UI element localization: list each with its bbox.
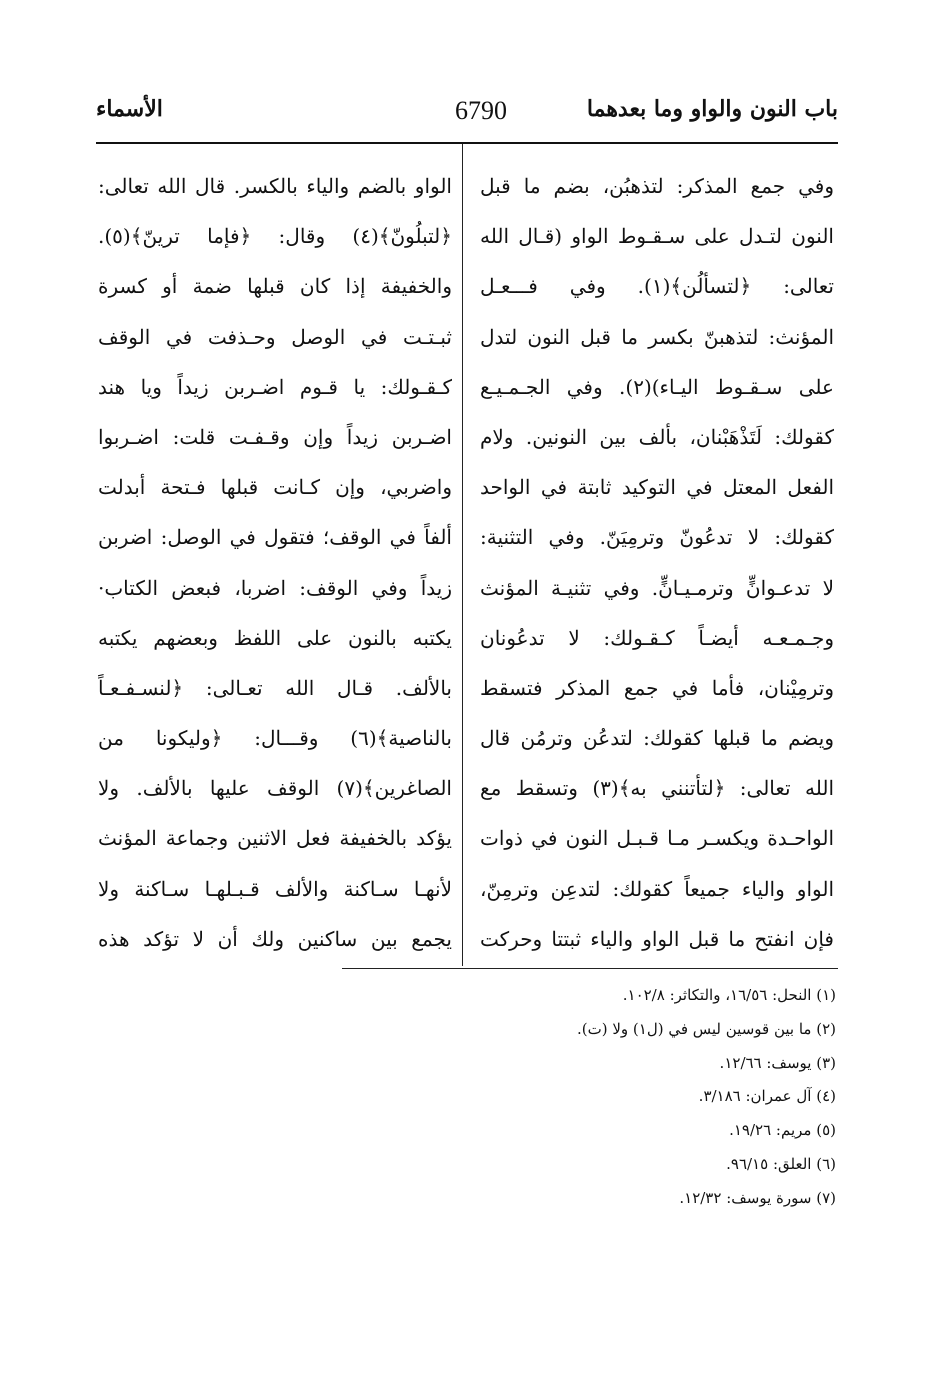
footnotes <box>416 980 836 1217</box>
text-line: يؤكد بالخفيفة فعل الاثنين وجماعة المؤنث <box>98 826 452 851</box>
header-divider <box>96 142 838 144</box>
text-line: كقولك: لا تدعُونّ وترمِيَنّ. وفي التثنية: <box>480 525 834 550</box>
text-line: المؤنث: لتذهبنّ بكسر ما قبل النون لتدل <box>480 324 834 349</box>
footnote: (٤) آل عمران: ٣/١٨٦. <box>698 1087 836 1106</box>
text-line: تعالى: ﴿لتسألُن﴾(١). وفي فـــعـل <box>480 274 834 299</box>
text-line: الصاغرين﴾(٧) الوقف عليها بالألف. ولا <box>98 776 452 801</box>
text-line: كـقـولك: يا قـوم اضـربن زيداً ويا هند <box>98 374 452 399</box>
text-line: الواحـدة ويكسـر مـا قـبـل النون في ذوات <box>480 826 834 851</box>
section-title: الأسماء <box>96 96 163 122</box>
text-line: ويضم ما قبلها كقولك: لتدعُن وترمُن قال <box>480 726 834 751</box>
footnote-divider <box>342 968 838 969</box>
text-line: وترمِيْنان، فأما في جمع المذكر فتسقط <box>480 675 834 700</box>
text-line: بالألف. قـال الله تعـالى: ﴿لنسـفـعـاً <box>98 675 452 700</box>
text-line: ثبـتـت في الوصل وحـذفت في الوقف <box>98 324 452 349</box>
footnote: (٥) مريم: ١٩/٢٦. <box>729 1121 836 1140</box>
text-line: يجمع بين ساكنين ولك أن لا تؤكد هذه <box>98 926 452 951</box>
text-line: لا تدعـوانٍّ وترمـيـانٍّ. وفي تثنيـة المؤنث <box>480 575 834 600</box>
column-divider <box>462 144 463 966</box>
text-line: زيداً وفي الوقف: اضربا، فبعض الكتاب· <box>98 575 452 600</box>
text-line: كقولك: لَتَذْهَبْنان، بألف بين النونين. ولام <box>480 424 834 449</box>
text-line: النون لتـدل على سـقـوط الواو (قـال الله <box>480 224 834 249</box>
text-line: الواو والياء جميعاً كقولك: لتدعِن وترمِنّ، <box>480 876 834 901</box>
text-line: على سـقـوط اليـاء)(٢). وفي الجـمـيـع <box>480 374 834 399</box>
footnote: (١) النحل: ١٦/٥٦، والتكاثر: ١٠٢/٨. <box>622 986 836 1004</box>
page-header <box>96 96 838 136</box>
text-line: وفي جمع المذكر: لتذهبُن، بضم ما قبل <box>480 174 834 198</box>
footnote: (٦) العلق: ٩٦/١٥. <box>726 1154 836 1173</box>
text-line: الفعل المعتل في التوكيد ثابتة في الواحد <box>480 475 834 500</box>
footnote: (٢) ما بين قوسين ليس في (ل١) ولا (ت). <box>576 1019 836 1038</box>
footnote: (٣) يوسف: ١٢/٦٦. <box>719 1053 836 1072</box>
text-line: ﴿لتبلُونّ﴾(٤) وقال: ﴿فإما ترينّ﴾(٥). <box>98 224 452 249</box>
text-line: والخفيفة إذا كان قبلها ضمة أو كسرة <box>98 274 452 299</box>
text-line: لأنهـا سـاكنة والألف قـبـلهـا سـاكنة ولا <box>98 876 452 901</box>
text-line: الله تعالى: ﴿لتأتنني به﴾(٣) وتسقط مع <box>480 776 834 801</box>
left-text-column <box>98 166 452 969</box>
text-line: بالناصية﴾(٦) وقـــال: ﴿وليكونا من <box>98 726 452 751</box>
right-text-column <box>480 166 834 969</box>
text-line: واضربي، وإن كـانت قبلها فـتحة أبدلت <box>98 475 452 500</box>
text-line: فإن انفتح ما قبل الواو والياء ثبتتا وحركت <box>480 926 834 951</box>
chapter-title: باب النون والواو وما بعدهما <box>586 96 838 122</box>
text-line: وجـمـعـه أيضـاً كـقـولك: لا تدعُونان <box>480 625 834 650</box>
text-line: اضـربن زيداً وإن وقـفـت قلت: اضـربوا <box>98 424 452 449</box>
text-line: الواو بالضم والياء بالكسر. قال الله تعالى: <box>98 174 452 198</box>
page-number: 6790 <box>455 96 507 125</box>
text-line: يكتبه بالنون على اللفظ وبعضهم يكتبه <box>98 625 452 650</box>
text-line: ألفاً في الوقف؛ فتقول في الوصل: اضربن <box>98 525 452 550</box>
footnote: (٧) سورة يوسف: ١٢/٣٢. <box>679 1188 836 1207</box>
